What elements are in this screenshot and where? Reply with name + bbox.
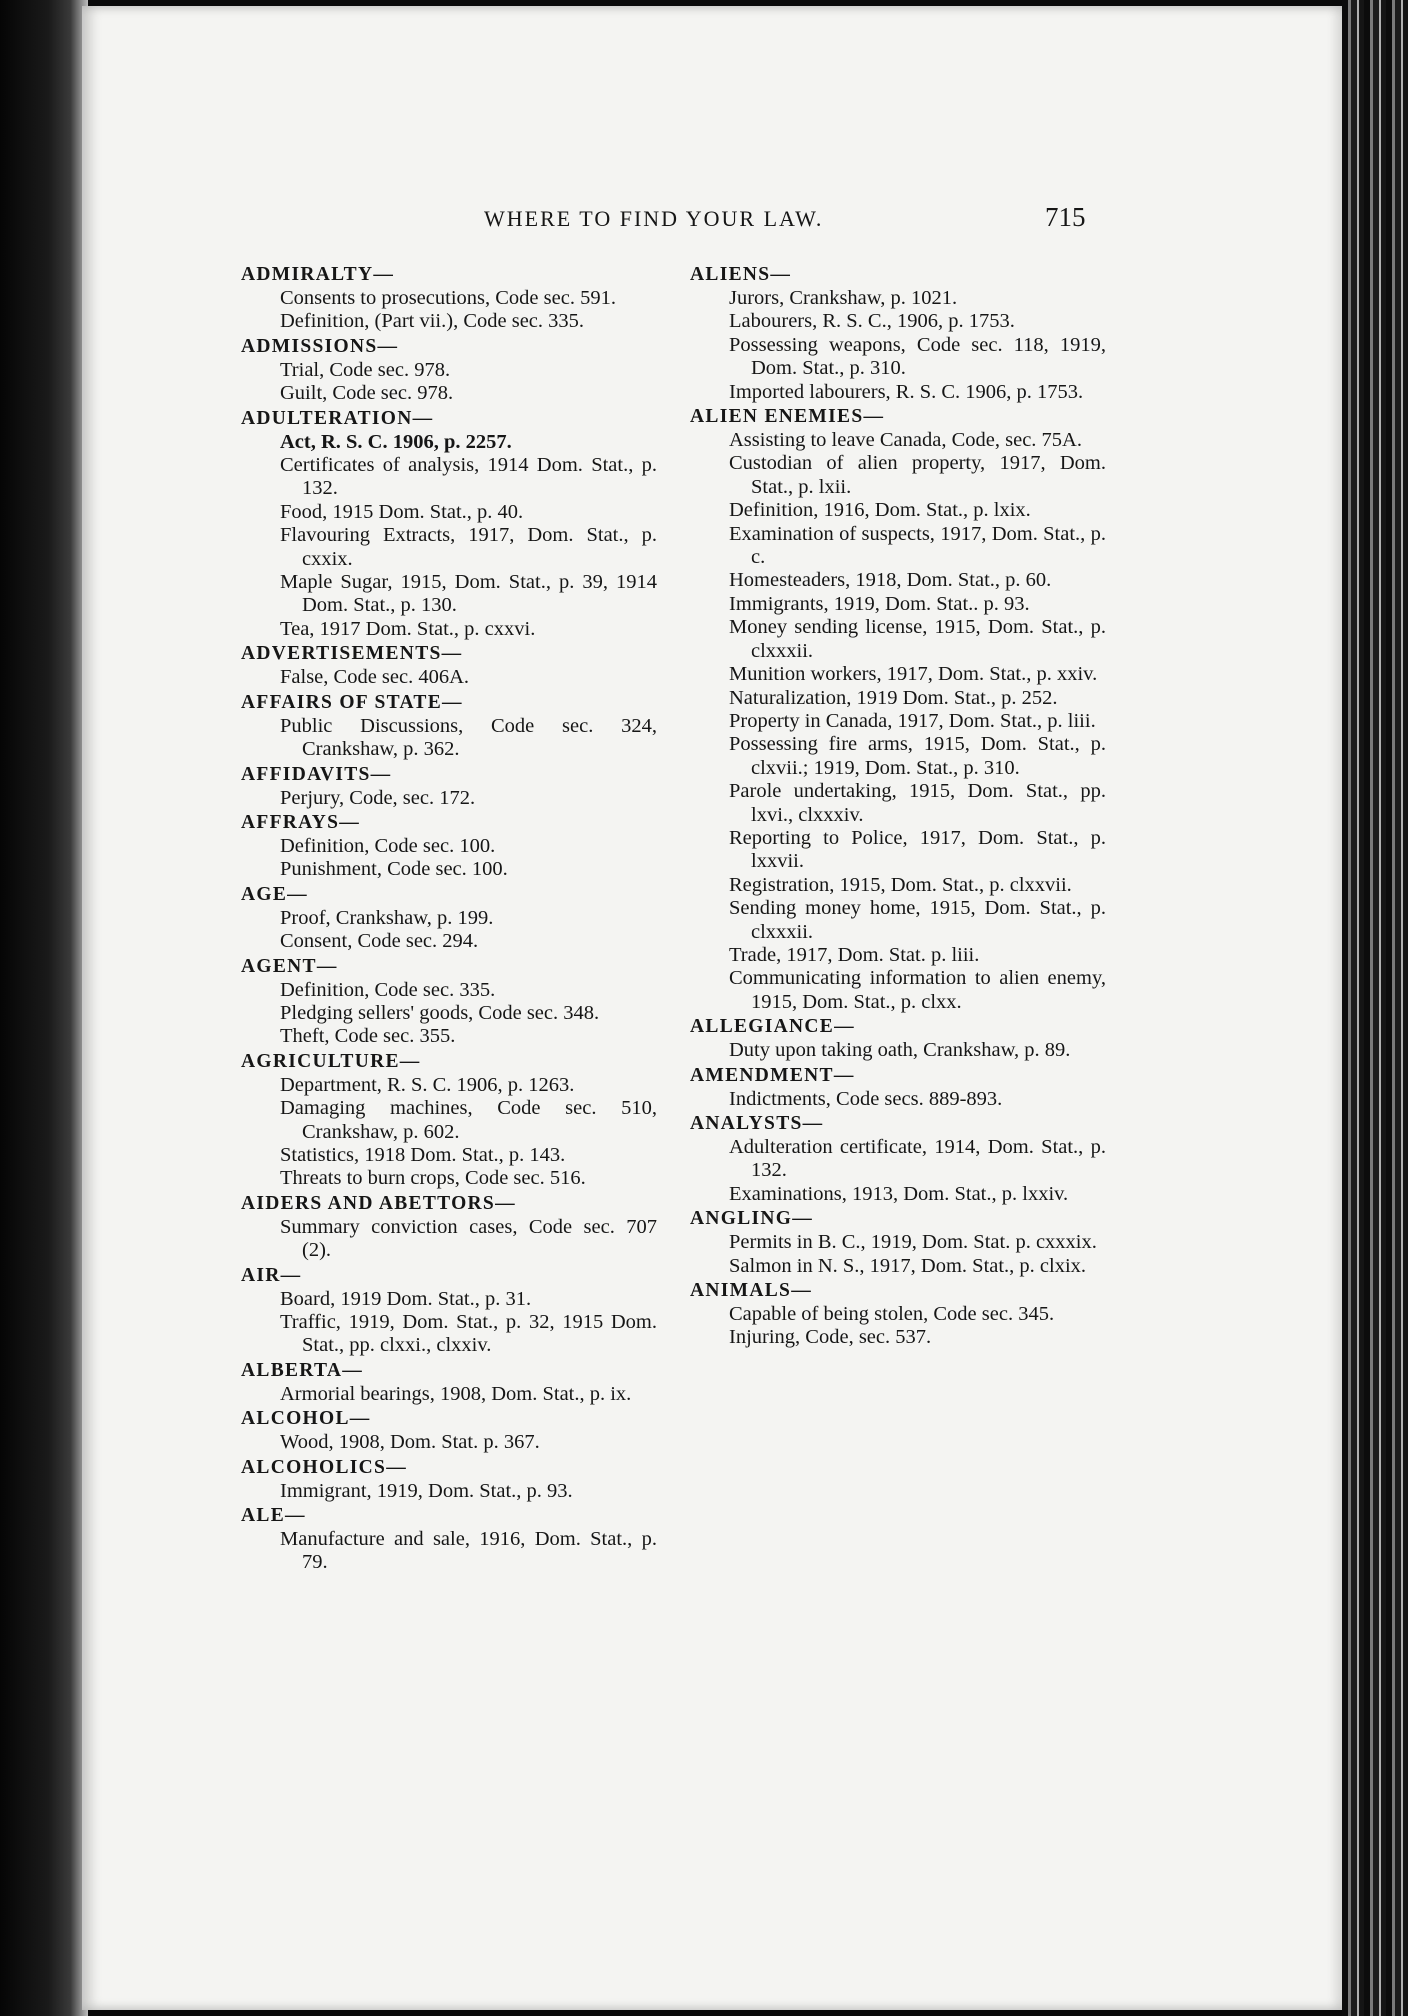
index-subentry-text: Pledging sellers' goods, Code sec. 348. xyxy=(280,1001,600,1024)
index-heading: ADULTERATION— xyxy=(241,407,434,429)
index-subentry xyxy=(241,979,657,1002)
index-subentry xyxy=(241,1311,657,1358)
index-subentry xyxy=(241,1002,657,1025)
index-subentry xyxy=(690,687,1106,710)
index-entry xyxy=(241,1406,657,1454)
index-heading: ALCOHOL— xyxy=(241,1408,371,1430)
index-subentry-text: Summary conviction cases, Code sec. 707 (2). xyxy=(280,1215,657,1262)
index-entry xyxy=(241,690,657,762)
index-subentry-text: Imported labourers, R. S. C. 1906, p. 1753. xyxy=(729,380,1084,403)
index-subentry-text: Definition, (Part vii.), Code sec. 335. xyxy=(280,310,585,333)
index-entry xyxy=(241,954,657,1049)
index-subentry xyxy=(690,1326,1106,1349)
index-subentry xyxy=(241,1097,657,1144)
index-subentry-text: Proof, Crankshaw, p. 199. xyxy=(280,906,494,929)
index-entry xyxy=(241,641,657,689)
index-subentry-text: Permits in B. C., 1919, Dom. Stat. p. cxxxix. xyxy=(729,1231,1097,1254)
index-subentry xyxy=(241,907,657,930)
book-page-edges xyxy=(1342,0,1408,2016)
index-subentry-text: Act, R. S. C. 1906, p. 2257. xyxy=(280,430,512,453)
index-subentry xyxy=(690,897,1106,944)
index-subentry xyxy=(241,431,657,454)
index-subentry-text: Registration, 1915, Dom. Stat., p. clxxvii. xyxy=(729,873,1072,896)
index-subentry-text: Parole undertaking, 1915, Dom. Stat., pp. lxvi., clxxxiv. xyxy=(729,780,1106,826)
index-subentry xyxy=(690,1136,1106,1183)
index-entry xyxy=(690,262,1106,404)
index-heading: AIDERS AND ABETTORS— xyxy=(241,1192,516,1214)
index-entry xyxy=(241,334,657,406)
index-subentry-text: Labourers, R. S. C., 1906, p. 1753. xyxy=(729,310,1015,333)
index-subentry xyxy=(241,618,657,641)
index-entry xyxy=(241,1358,657,1406)
index-subentry xyxy=(241,287,657,310)
index-subentry xyxy=(241,666,657,689)
index-subentry-text: Examinations, 1913, Dom. Stat., p. lxxiv. xyxy=(729,1182,1069,1205)
index-subentry xyxy=(690,967,1106,1014)
index-subentry xyxy=(241,930,657,953)
index-subentry-text: Guilt, Code sec. 978. xyxy=(280,382,454,405)
index-subentry-text: Examination of suspects, 1917, Dom. Stat., p. c. xyxy=(729,522,1106,569)
index-entry xyxy=(241,406,657,642)
index-heading: ADMIRALTY— xyxy=(241,264,395,285)
index-heading: ANALYSTS— xyxy=(690,1113,824,1134)
index-subentry xyxy=(690,523,1106,570)
index-subentry-text: Tea, 1917 Dom. Stat., p. cxxvi. xyxy=(280,617,536,640)
index-subentry-text: Punishment, Code sec. 100. xyxy=(280,858,508,881)
index-entry xyxy=(241,762,657,810)
index-subentry xyxy=(241,787,657,810)
index-subentry xyxy=(241,715,657,762)
index-subentry xyxy=(241,1074,657,1097)
index-heading: AFFAIRS OF STATE— xyxy=(241,691,463,713)
index-subentry xyxy=(690,1231,1106,1254)
index-subentry-text: Salmon in N. S., 1917, Dom. Stat., p. clxix. xyxy=(729,1254,1087,1277)
index-subentry xyxy=(690,733,1106,780)
index-subentry xyxy=(690,827,1106,874)
index-entry xyxy=(241,882,657,954)
index-entry xyxy=(690,1278,1106,1350)
index-subentry xyxy=(690,1183,1106,1206)
index-subentry-text: Possessing weapons, Code sec. 118, 1919, Dom. Stat., p. 310. xyxy=(729,333,1106,380)
index-subentry-text: Injuring, Code, sec. 537. xyxy=(729,1326,932,1349)
index-subentry xyxy=(690,499,1106,522)
index-subentry xyxy=(690,616,1106,663)
index-subentry-text: Immigrants, 1919, Dom. Stat.. p. 93. xyxy=(729,592,1030,615)
index-subentry-text: Consents to prosecutions, Code sec. 591. xyxy=(280,287,616,309)
index-entry xyxy=(241,1503,657,1575)
index-entry xyxy=(241,1455,657,1503)
index-subentry-text: False, Code sec. 406A. xyxy=(280,666,470,689)
index-subentry-text: Wood, 1908, Dom. Stat. p. 367. xyxy=(280,1431,540,1454)
index-entry xyxy=(690,1014,1106,1062)
index-heading: ALIEN ENEMIES— xyxy=(690,406,885,428)
index-subentry-text: Damaging machines, Code sec. 510, Crankshaw, p. 602. xyxy=(280,1097,657,1143)
index-subentry-text: Jurors, Crankshaw, p. 1021. xyxy=(729,287,958,309)
index-heading: ALCOHOLICS— xyxy=(241,1456,407,1478)
index-subentry-text: Reporting to Police, 1917, Dom. Stat., p. lxxvii. xyxy=(729,826,1106,873)
index-subentry-text: Definition, Code sec. 100. xyxy=(280,834,496,857)
index-subentry xyxy=(690,944,1106,967)
index-subentry xyxy=(241,1528,657,1575)
index-subentry-text: Money sending license, 1915, Dom. Stat., p. clxxxii. xyxy=(729,616,1106,662)
index-subentry-text: Immigrant, 1919, Dom. Stat., p. 93. xyxy=(280,1479,573,1502)
index-subentry xyxy=(690,287,1106,310)
index-heading: AGE— xyxy=(241,883,308,905)
index-subentry xyxy=(241,501,657,524)
index-subentry xyxy=(690,663,1106,686)
index-subentry-text: Maple Sugar, 1915, Dom. Stat., p. 39, 1914 Dom. Stat., p. 130. xyxy=(280,571,657,617)
index-subentry-text: Indictments, Code secs. 889-893. xyxy=(729,1087,1003,1110)
index-subentry-text: Flavouring Extracts, 1917, Dom. Stat., p. cxxix. xyxy=(280,524,657,570)
index-subentry-text: Communicating information to alien enemy, 1915, Dom. Stat., p. clxx. xyxy=(729,967,1106,1013)
index-heading: ALLEGIANCE— xyxy=(690,1016,855,1038)
index-heading: AGRICULTURE— xyxy=(241,1050,421,1072)
index-entry xyxy=(690,1206,1106,1278)
index-entry xyxy=(690,1063,1106,1111)
running-title: WHERE TO FIND YOUR LAW. xyxy=(484,206,824,231)
index-heading: ANGLING— xyxy=(690,1208,814,1230)
index-subentry xyxy=(241,1288,657,1311)
index-subentry xyxy=(690,381,1106,404)
index-heading: AFFRAYS— xyxy=(241,811,361,833)
index-heading: AMENDMENT— xyxy=(690,1064,855,1086)
index-subentry xyxy=(690,1255,1106,1278)
index-subentry xyxy=(690,710,1106,733)
index-subentry xyxy=(241,1480,657,1503)
index-subentry xyxy=(690,593,1106,616)
index-heading: AFFIDAVITS— xyxy=(241,763,392,785)
index-entry xyxy=(690,404,1106,1014)
index-heading: ADVERTISEMENTS— xyxy=(241,643,463,665)
index-subentry xyxy=(241,1167,657,1190)
index-subentry-text: Trade, 1917, Dom. Stat. p. liii. xyxy=(729,943,980,966)
index-subentry xyxy=(690,569,1106,592)
index-subentry-text: Consent, Code sec. 294. xyxy=(280,930,479,953)
index-subentry-text: Trial, Code sec. 978. xyxy=(280,358,451,381)
index-subentry-text: Definition, 1916, Dom. Stat., p. lxix. xyxy=(729,499,1031,522)
index-subentry xyxy=(690,429,1106,452)
index-heading: ADMISSIONS— xyxy=(241,335,399,357)
index-heading: AIR— xyxy=(241,1264,302,1286)
index-entry xyxy=(690,1111,1106,1206)
index-subentry xyxy=(241,382,657,405)
index-entry xyxy=(241,1191,657,1263)
index-entry xyxy=(241,810,657,882)
index-subentry xyxy=(690,452,1106,499)
index-subentry-text: Possessing fire arms, 1915, Dom. Stat., p. clxvii.; 1919, Dom. Stat., p. 310. xyxy=(729,733,1106,779)
index-subentry-text: Perjury, Code, sec. 172. xyxy=(280,786,476,809)
index-subentry xyxy=(241,310,657,333)
index-subentry xyxy=(241,835,657,858)
index-subentry-text: Food, 1915 Dom. Stat., p. 40. xyxy=(280,500,524,523)
page-number: 715 xyxy=(1045,202,1086,232)
index-subentry-text: Definition, Code sec. 335. xyxy=(280,978,496,1001)
index-subentry xyxy=(241,359,657,382)
index-column-left xyxy=(241,262,657,1575)
index-subentry-text: Statistics, 1918 Dom. Stat., p. 143. xyxy=(280,1143,566,1166)
index-subentry xyxy=(690,1039,1106,1062)
index-subentry-text: Naturalization, 1919 Dom. Stat., p. 252. xyxy=(729,686,1058,709)
index-entry xyxy=(241,1049,657,1191)
index-subentry-text: Duty upon taking oath, Crankshaw, p. 89. xyxy=(729,1039,1071,1062)
book-gutter-shadow xyxy=(0,0,88,2016)
index-subentry xyxy=(241,858,657,881)
index-subentry-text: Department, R. S. C. 1906, p. 1263. xyxy=(280,1073,575,1096)
index-subentry xyxy=(690,1303,1106,1326)
index-subentry-text: Munition workers, 1917, Dom. Stat., p. xxiv. xyxy=(729,663,1098,686)
index-subentry-text: Property in Canada, 1917, Dom. Stat., p. liii. xyxy=(729,709,1096,732)
index-subentry xyxy=(241,1431,657,1454)
index-subentry-text: Adulteration certificate, 1914, Dom. Stat., p. 132. xyxy=(729,1136,1106,1182)
index-subentry xyxy=(241,1144,657,1167)
index-subentry xyxy=(690,334,1106,381)
index-subentry-text: Capable of being stolen, Code sec. 345. xyxy=(729,1303,1055,1326)
index-subentry xyxy=(241,1383,657,1406)
index-subentry-text: Sending money home, 1915, Dom. Stat., p. clxxxii. xyxy=(729,897,1106,943)
index-subentry xyxy=(690,1088,1106,1111)
index-column-right xyxy=(690,262,1106,1350)
index-subentry-text: Traffic, 1919, Dom. Stat., p. 32, 1915 Dom. Stat., pp. clxxi., clxxiv. xyxy=(280,1311,657,1357)
index-subentry xyxy=(690,874,1106,897)
index-subentry xyxy=(241,571,657,618)
index-subentry-text: Manufacture and sale, 1916, Dom. Stat., p. 79. xyxy=(280,1528,657,1574)
index-subentry-text: Custodian of alien property, 1917, Dom. Stat., p. lxii. xyxy=(729,452,1106,498)
index-heading: ALIENS— xyxy=(690,264,792,285)
index-subentry-text: Homesteaders, 1918, Dom. Stat., p. 60. xyxy=(729,569,1052,592)
index-subentry xyxy=(690,310,1106,333)
index-subentry-text: Theft, Code sec. 355. xyxy=(280,1025,456,1048)
index-subentry xyxy=(241,454,657,501)
index-subentry-text: Board, 1919 Dom. Stat., p. 31. xyxy=(280,1287,532,1310)
index-entry xyxy=(241,262,657,334)
index-subentry xyxy=(690,780,1106,827)
index-heading: ALBERTA— xyxy=(241,1359,364,1381)
index-subentry xyxy=(241,524,657,571)
index-subentry xyxy=(241,1025,657,1048)
index-heading: ANIMALS— xyxy=(690,1280,812,1302)
index-subentry-text: Public Discussions, Code sec. 324, Crankshaw, p. 362. xyxy=(280,714,657,761)
index-entry xyxy=(241,1263,657,1358)
index-heading: AGENT— xyxy=(241,955,338,977)
index-subentry-text: Certificates of analysis, 1914 Dom. Stat., p. 132. xyxy=(280,454,657,500)
index-subentry-text: Threats to burn crops, Code sec. 516. xyxy=(280,1167,586,1190)
index-subentry-text: Assisting to leave Canada, Code, sec. 75A. xyxy=(729,429,1082,452)
index-heading: ALE— xyxy=(241,1505,306,1527)
index-subentry-text: Armorial bearings, 1908, Dom. Stat., p. ix. xyxy=(280,1382,632,1405)
index-subentry xyxy=(241,1216,657,1263)
